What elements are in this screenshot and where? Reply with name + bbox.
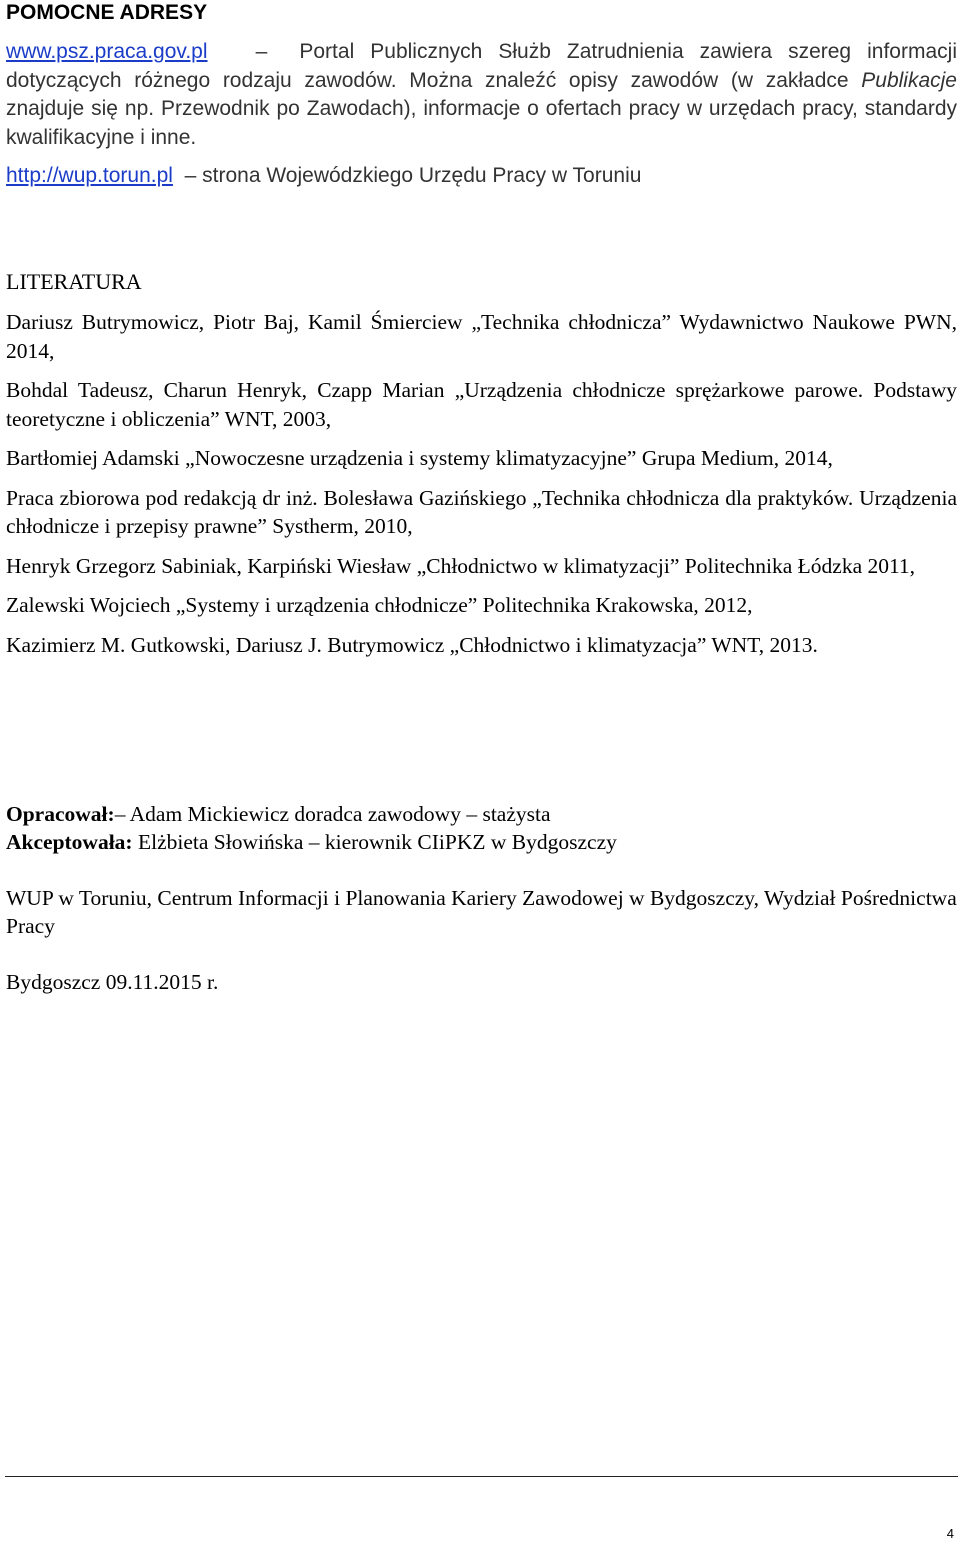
footer-divider <box>5 1476 958 1477</box>
dash: – <box>184 164 197 187</box>
accepted-by-text: Elżbieta Słowińska – kierownik CIiPKZ w Bydgoszczy <box>132 830 617 854</box>
literature-item: Dariusz Butrymowicz, Piotr Baj, Kamil Śmierciew „Technika chłodnicza” Wydawnictwo Naukowe PWN, 2014, <box>6 310 957 363</box>
literature-item: Praca zbiorowa pod redakcją dr inż. Bolesława Gazińskiego „Technika chłodnicza dla praktyków. Urządzenia chłodnicze i przepisy prawne” Systherm, 2010, <box>6 485 957 538</box>
page-number: 4 <box>946 1526 954 1541</box>
psz-description-italic: Publikacje <box>861 68 957 92</box>
useful-address-psz <box>6 38 957 152</box>
date-line: Bydgoszcz 09.11.2015 r. <box>6 970 219 994</box>
psz-link[interactable]: www.psz.praca.gov.pl <box>6 40 208 63</box>
prepared-by-label: Opracował: <box>6 802 115 826</box>
accepted-by-line <box>6 828 957 856</box>
useful-address-wup <box>6 162 957 190</box>
prepared-by-line <box>6 800 957 828</box>
literature-item: Henryk Grzegorz Sabiniak, Karpiński Wiesław „Chłodnictwo w klimatyzacji” Politechnika Łódzka 2011, <box>6 553 916 578</box>
dash: – <box>255 40 268 63</box>
literature-item: Bohdal Tadeusz, Charun Henryk, Czapp Marian „Urządzenia chłodnicze sprężarkowe parowe. Podstawy teoretyczne i obliczenia” WNT, 2003, <box>6 378 957 431</box>
psz-description-a: Portal Publicznych Służb Zatrudnienia zawiera szereg informacji dotyczących różnego rodzaju zawodów. Można znaleźć opisy zawodów (w zakładce <box>6 40 957 92</box>
section-heading-literature: LITERATURA <box>6 269 142 294</box>
prepared-by-text: – Adam Mickiewicz doradca zawodowy – stażysta <box>114 802 551 826</box>
section-heading-useful-addresses: POMOCNE ADRESY <box>6 1 208 24</box>
document-footer <box>6 800 957 996</box>
psz-description-b: znajduje się np. Przewodnik po Zawodach), informacje o ofertach pracy w urzędach pracy, standardy kwalifikacyjne i inne. <box>6 97 957 149</box>
wup-description: strona Wojewódzkiego Urzędu Pracy w Toruniu <box>202 164 642 187</box>
literature-list <box>6 308 957 670</box>
institution-line: WUP w Toruniu, Centrum Informacji i Planowania Kariery Zawodowej w Bydgoszczy, Wydział Pośrednictwa Pracy <box>6 886 957 938</box>
literature-item: Kazimierz M. Gutkowski, Dariusz J. Butrymowicz „Chłodnictwo i klimatyzacja” WNT, 2013. <box>6 632 818 657</box>
dash-separator <box>224 40 256 63</box>
literature-item: Bartłomiej Adamski „Nowoczesne urządzenia i systemy klimatyzacyjne” Grupa Medium, 2014, <box>6 446 833 470</box>
wup-link[interactable]: http://wup.torun.pl <box>6 164 173 187</box>
literature-item: Zalewski Wojciech „Systemy i urządzenia chłodnicze” Politechnika Krakowska, 2012, <box>6 593 753 617</box>
accepted-by-label: Akceptowała: <box>6 830 133 854</box>
